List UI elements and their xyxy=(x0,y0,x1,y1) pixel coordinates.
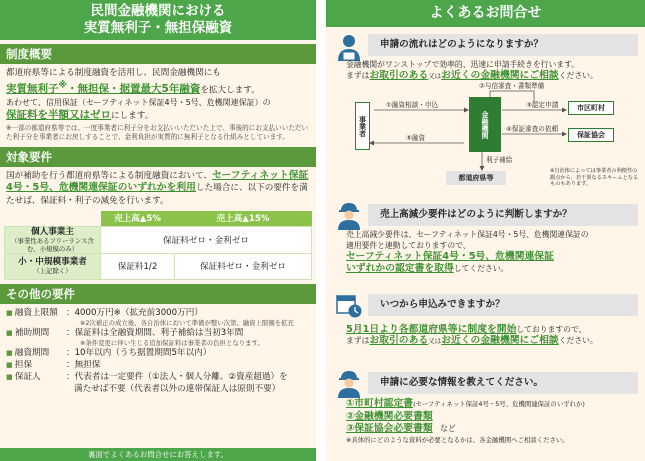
worker-icon xyxy=(334,368,364,398)
calendar-icon xyxy=(334,290,364,320)
overview-heading: 制度概要 xyxy=(0,44,316,64)
a1-hl1: お取引のある xyxy=(369,70,429,82)
a1-hl2: お近くの金融機関にご相談 xyxy=(441,70,559,82)
flow-guarantee: 保証協会 xyxy=(568,128,614,142)
question-3: いつから申込みできますか？ xyxy=(368,294,638,316)
req-key: ■ 担保 xyxy=(6,359,66,371)
req-key: ■ 補助期間 xyxy=(6,327,66,339)
footer-bar: 裏面でよくあるお問合せにお答えします。 xyxy=(0,448,316,461)
req-row xyxy=(0,307,316,319)
a3-pre: まずは xyxy=(346,336,370,346)
req-value: ：4000万円※（拡充前3000万円） xyxy=(66,307,203,318)
worker-icon xyxy=(334,200,364,230)
row1-value: 保証料ゼロ・金利ゼロ xyxy=(101,226,312,253)
right-panel xyxy=(326,0,645,461)
row2-sub: （上記除く） xyxy=(33,267,72,275)
flow-bank: 金融機関 xyxy=(469,97,501,152)
a1-pre: まずは xyxy=(346,71,370,81)
overview-p1: 都道府県等による制度融資を活用し、民間金融機関にも xyxy=(6,68,221,78)
req-value: ：10年以内（うち据置期間5年以内） xyxy=(66,347,212,358)
answer-4-item-2: ②金融機関必要書類 xyxy=(346,410,433,422)
left-panel xyxy=(0,0,316,461)
table-corner xyxy=(5,211,101,226)
req-value-cont: 満たせば不要（代表者以外の連帯保証人は原則不要） xyxy=(74,383,281,394)
a1-end: ください。 xyxy=(558,71,598,81)
req-note: ※2次補正の成立後、各自治体において準備が整い次第、融資上限額を拡充 xyxy=(80,318,294,327)
row2-name: 小・中規模事業者 xyxy=(18,257,87,267)
flow-step-1: ①融資相談・申込 xyxy=(386,101,439,109)
target-p2: した場合に、以下の要件を満たせば、保証料・利子の減免を行います。 xyxy=(6,183,308,206)
overview-note: ※一部の都道府県等では、一度事業者に利子分をお支払いいただいた上で、事後的にお支払いいただいた利子分を事業者にお戻しすることで、金利負担が実質的に無利子となる仕組みとしています。 xyxy=(6,123,309,141)
overview-text xyxy=(0,67,316,123)
target-p1: 国が補助を行う都道府県等による制度融資において、 xyxy=(6,170,213,181)
other-requirements xyxy=(0,307,316,395)
req-row xyxy=(0,347,316,359)
right-title-banner: よくあるお問合せ xyxy=(326,0,645,27)
answer-4 xyxy=(346,398,641,445)
row2-value-2: 保証料ゼロ・金利ゼロ xyxy=(175,253,312,279)
row-small-medium xyxy=(5,253,101,279)
title-line-2: 実質無利子・無担保融資 xyxy=(83,20,233,36)
flow-interest: 利子補給 xyxy=(486,156,513,164)
question-2: 売上高減少要件はどのように判断しますか？ xyxy=(368,204,638,226)
row1-sub: （事業性あるフリーランス含む、小規模のみ） xyxy=(11,236,94,253)
overview-p2: あわせて、信用保証（セーフティネット保証4号・5号、危機関連保証）の xyxy=(6,97,271,107)
row-sole-proprietor xyxy=(5,226,101,253)
req-value: ：無担保 xyxy=(66,359,101,370)
question-1: 申請の流れはどのようになりますか？ xyxy=(368,34,638,56)
answer-4-item-3: ③保証協会必要書類 xyxy=(346,423,433,434)
answer-3-end: しておりますので、 xyxy=(516,325,587,334)
answer-2-highlight-2: いずれかの認定書を取得 xyxy=(346,262,454,274)
flow-step-4: ④保証審査の依頼 xyxy=(506,125,559,133)
a3-end: ください。 xyxy=(558,336,598,346)
col-header-15: 売上高▲15% xyxy=(175,211,312,226)
req-value: ：代表者は一定要件（①法人・個人分離、②資産超過）を xyxy=(66,371,288,382)
req-value: ：保証料は全融資期間、利子補給は当初3年間 xyxy=(66,327,244,338)
req-note: ※条件変更に伴い生じる追加保証料は事業者の負担となります。 xyxy=(80,338,264,347)
question-4: 申請に必要な情報を教えてください。 xyxy=(368,372,638,394)
answer-4-note: ※具体的にどのような資料が必要となるかは、各金融機関へご相談ください。 xyxy=(346,435,569,444)
rates-table xyxy=(4,211,312,280)
answer-2-highlight-1: セーフティネット保証4号・5号、危機関連保証 xyxy=(346,251,554,263)
target-heading: 対象要件 xyxy=(0,147,316,167)
overview-hl1-b: ・無担保・据置最大5年融資 xyxy=(67,83,201,95)
req-row xyxy=(0,371,316,383)
req-key: ■ 融資期間 xyxy=(6,347,66,359)
answer-2 xyxy=(346,229,641,274)
left-title-banner xyxy=(0,0,316,40)
req-row xyxy=(0,359,316,371)
row2-value-1: 保証料1/2 xyxy=(101,253,175,279)
answer-2-line-1: 売上高減少要件は、セーフティネット保証4号・5号、危機関連保証の xyxy=(346,230,589,239)
overview-hl1-sup: ※ xyxy=(58,80,68,91)
answer-2-end: してください。 xyxy=(453,263,509,273)
col-header-5: 売上高▲5% xyxy=(101,211,175,226)
overview-p2-end: にします。 xyxy=(111,111,154,121)
a3-mid: 又は xyxy=(428,337,442,346)
row1-name: 個人事業主 xyxy=(31,226,74,237)
overview-hl1-a: 実質無利子 xyxy=(6,83,59,95)
req-key: ■ 保証人 xyxy=(6,371,66,383)
a3-hl1: お取引のある xyxy=(369,335,429,347)
a1-mid: 又は xyxy=(428,72,442,81)
table-row xyxy=(5,253,312,279)
target-text xyxy=(0,170,316,208)
req-key: ■ 融資上限額 xyxy=(6,307,66,319)
overview-highlight-1 xyxy=(6,80,201,95)
other-heading: その他の要件 xyxy=(0,284,316,304)
answer-1-line-1: 金融機関がワンストップで効率的、迅速に申請手続きを行います。 xyxy=(346,60,580,69)
flow-prefecture: 都道府県等 xyxy=(446,171,506,185)
title-line-1: 民間金融機関における xyxy=(90,3,226,19)
flow-note: ※自治体によっては事業者の利便性の観点から、若干異なるスキームとなるものもあります。 xyxy=(550,168,639,187)
flow-step-3: ③認定申請 xyxy=(526,101,559,109)
answer-4-item-1-note: (セーフティネット保証4号・5号、危機関連保証のいずれか) xyxy=(413,400,585,408)
req-row-cont xyxy=(0,383,316,395)
a3-hl2: お近くの金融機関にご相談 xyxy=(441,335,559,347)
flow-business: 事業者 xyxy=(355,102,370,150)
overview-highlight-2: 保証料を半額又はゼロ xyxy=(6,109,111,121)
answer-2-line-2: 適用要件と連動しておりますので、 xyxy=(346,241,471,251)
answer-4-item-3-end: など xyxy=(440,424,456,433)
answer-4-item-1: ①市町村認定書 xyxy=(346,398,414,409)
overview-p1-end: を拡大します。 xyxy=(200,85,260,95)
flow-step-2: ②与信審査・書類準備 xyxy=(479,82,545,90)
flow-city: 市区町村 xyxy=(568,101,614,115)
answer-3 xyxy=(346,324,641,347)
table-row xyxy=(5,226,312,253)
flow-step-5: ⑤融資 xyxy=(406,134,426,142)
target-highlight: セーフティネット保証4号・5号、危機関連保証のいずれかを利用 xyxy=(6,169,309,193)
req-row xyxy=(0,327,316,339)
answer-3-highlight: 5月1日より各都道府県等に制度を開始 xyxy=(346,324,517,335)
